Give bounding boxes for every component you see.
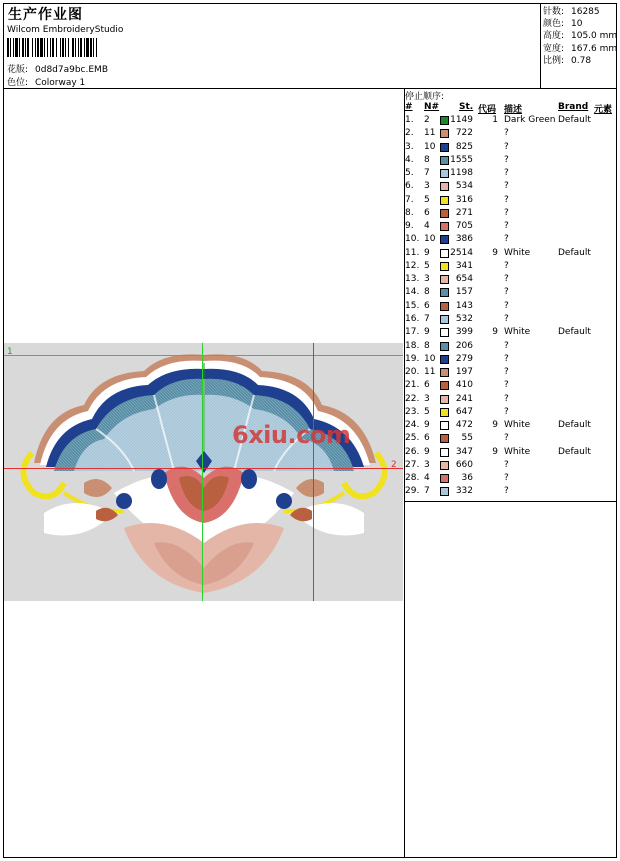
- row-description: ?: [504, 459, 509, 470]
- row-needle: 11: [424, 367, 436, 378]
- color-swatch: [440, 355, 449, 364]
- row-code: 9: [492, 247, 498, 258]
- table-row: [405, 248, 616, 261]
- design-file-value: 0d8d7a9bc.EMB: [35, 65, 108, 75]
- barcode-bar: [90, 38, 92, 57]
- color-swatch: [440, 249, 449, 258]
- table-row: [405, 287, 616, 300]
- table-row: [405, 420, 616, 433]
- row-stitches: 341: [455, 260, 473, 271]
- row-stitches: 206: [455, 340, 473, 351]
- row-description: ?: [504, 260, 509, 271]
- row-needle: 6: [424, 433, 430, 444]
- color-swatch: [440, 222, 449, 231]
- color-swatch: [440, 368, 449, 377]
- color-swatch: [440, 288, 449, 297]
- table-row: [405, 473, 616, 486]
- row-needle: 8: [424, 154, 430, 165]
- row-index: 25.: [405, 433, 420, 444]
- row-needle: 6: [424, 207, 430, 218]
- color-swatch: [440, 395, 449, 404]
- table-row: [405, 195, 616, 208]
- row-index: 19.: [405, 353, 420, 364]
- barcode-bar: [72, 38, 74, 57]
- colorway-row: [7, 75, 85, 88]
- row-description: ?: [504, 367, 509, 378]
- row-index: 8.: [405, 207, 414, 218]
- barcode-bar: [50, 38, 51, 57]
- row-stitches: 722: [455, 128, 473, 139]
- barcode-bar: [10, 38, 11, 57]
- row-description: ?: [504, 274, 509, 285]
- color-swatch: [440, 408, 449, 417]
- table-row: [405, 314, 616, 327]
- row-needle: 9: [424, 446, 430, 457]
- barcode-bar: [75, 38, 76, 57]
- barcode-bar: [44, 38, 45, 57]
- barcode-bar: [78, 38, 79, 57]
- color-swatch: [440, 275, 449, 284]
- row-needle: 7: [424, 168, 430, 179]
- table-row: [405, 301, 616, 314]
- color-swatch: [440, 262, 449, 271]
- row-stitches: 143: [455, 300, 473, 311]
- row-stitches: 386: [455, 234, 473, 245]
- table-row: [405, 128, 616, 141]
- row-needle: 6: [424, 380, 430, 391]
- row-stitches: 36: [461, 473, 473, 484]
- row-needle: 10: [424, 141, 436, 152]
- color-swatch: [440, 169, 449, 178]
- guide-line-horizontal-top: [4, 355, 403, 356]
- table-row: [405, 407, 616, 420]
- table-row: [405, 367, 616, 380]
- table-row: [405, 155, 616, 168]
- row-description: ?: [504, 168, 509, 179]
- row-needle: 5: [424, 406, 430, 417]
- design-preview: [4, 343, 403, 601]
- row-stitches: 534: [455, 181, 473, 192]
- row-index: 3.: [405, 141, 414, 152]
- row-description: ?: [504, 313, 509, 324]
- table-row: [405, 142, 616, 155]
- color-swatch: [440, 143, 449, 152]
- row-index: 24.: [405, 420, 420, 431]
- row-code: 1: [492, 115, 498, 125]
- barcode-bar: [93, 38, 94, 57]
- row-stitches: 2514: [450, 247, 473, 258]
- table-row: [405, 115, 616, 128]
- color-swatch: [440, 448, 449, 457]
- col-header-index: #: [405, 102, 413, 112]
- row-index: 5.: [405, 168, 414, 179]
- design-stats: [543, 6, 617, 67]
- row-needle: 7: [424, 313, 430, 324]
- table-row: [405, 274, 616, 287]
- table-row: [405, 447, 616, 460]
- row-stitches: 410: [455, 380, 473, 391]
- barcode-bar: [86, 38, 89, 57]
- table-row: [405, 486, 616, 499]
- row-needle: 2: [424, 115, 430, 125]
- row-index: 21.: [405, 380, 420, 391]
- table-row: [405, 460, 616, 473]
- row-description: Dark Green: [504, 115, 556, 125]
- row-brand: Default: [558, 420, 591, 431]
- row-index: 14.: [405, 287, 420, 298]
- table-row: [405, 433, 616, 446]
- barcode-bar: [15, 38, 18, 57]
- table-row: [405, 261, 616, 274]
- color-swatch: [440, 315, 449, 324]
- row-stitches: 332: [455, 486, 473, 497]
- header-divider: [3, 88, 617, 89]
- barcode-bar: [25, 38, 26, 57]
- row-stitches: 654: [455, 274, 473, 285]
- barcode-bar: [52, 38, 54, 57]
- color-swatch: [440, 209, 449, 218]
- row-stitches: 399: [455, 327, 473, 338]
- row-index: 23.: [405, 406, 420, 417]
- row-brand: Default: [558, 446, 591, 457]
- row-index: 27.: [405, 459, 420, 470]
- color-swatch: [440, 381, 449, 390]
- row-description: ?: [504, 141, 509, 152]
- row-index: 16.: [405, 313, 420, 324]
- row-brand: Default: [558, 115, 591, 125]
- row-needle: 3: [424, 459, 430, 470]
- col-header-stitches: St.: [459, 102, 474, 112]
- row-stitches: 660: [455, 459, 473, 470]
- row-index: 7.: [405, 194, 414, 205]
- row-description: ?: [504, 353, 509, 364]
- barcode-bar: [56, 38, 57, 57]
- barcode-bar: [80, 38, 82, 57]
- col-header-description: 描述: [504, 105, 523, 115]
- row-stitches: 157: [455, 287, 473, 298]
- color-swatch: [440, 156, 449, 165]
- barcode-bar: [19, 38, 20, 57]
- row-index: 29.: [405, 486, 420, 497]
- row-stitches: 347: [455, 446, 473, 457]
- row-description: ?: [504, 287, 509, 298]
- table-row: [405, 168, 616, 181]
- guide-label-1: 1: [7, 347, 13, 357]
- row-description: ?: [504, 194, 509, 205]
- table-row: [405, 234, 616, 247]
- list-bottom-divider: [404, 501, 617, 502]
- row-description: ?: [504, 300, 509, 311]
- row-index: 28.: [405, 473, 420, 484]
- page-title: 生产作业图: [8, 7, 83, 23]
- row-index: 22.: [405, 393, 420, 404]
- color-swatch: [440, 196, 449, 205]
- row-description: ?: [504, 234, 509, 245]
- barcode-bar: [27, 38, 29, 57]
- row-stitches: 55: [461, 433, 473, 444]
- color-swatch: [440, 129, 449, 138]
- row-code: 9: [492, 327, 498, 338]
- row-description: ?: [504, 473, 509, 484]
- row-code: 9: [492, 420, 498, 431]
- row-needle: 3: [424, 393, 430, 404]
- stop-sequence-list: [405, 115, 616, 500]
- row-index: 10.: [405, 234, 420, 245]
- row-description: ?: [504, 207, 509, 218]
- row-index: 4.: [405, 154, 414, 165]
- color-swatch: [440, 461, 449, 470]
- row-needle: 11: [424, 128, 436, 139]
- table-row: [405, 380, 616, 393]
- stat-height: 高度: 105.0 mm: [543, 31, 618, 42]
- row-index: 18.: [405, 340, 420, 351]
- color-swatch: [440, 302, 449, 311]
- row-index: 1.: [405, 115, 414, 125]
- table-row: [405, 327, 616, 340]
- color-swatch: [440, 328, 449, 337]
- table-row: [405, 208, 616, 221]
- color-swatch: [440, 474, 449, 483]
- guide-line-horizontal-center: [4, 468, 403, 469]
- row-stitches: 1555: [450, 154, 473, 165]
- row-brand: Default: [558, 327, 591, 338]
- barcode-bar: [84, 38, 85, 57]
- watermark-text: 6xiu.com: [232, 421, 351, 449]
- stat-stitches: 针数: 16285: [543, 7, 600, 17]
- row-stitches: 705: [455, 221, 473, 232]
- row-needle: 4: [424, 473, 430, 484]
- row-index: 9.: [405, 221, 414, 232]
- row-stitches: 197: [455, 367, 473, 378]
- barcode-bar: [96, 38, 97, 57]
- row-stitches: 279: [455, 353, 473, 364]
- barcode-bar: [68, 38, 69, 57]
- row-needle: 5: [424, 260, 430, 271]
- stats-divider: [540, 3, 541, 88]
- table-row: [405, 341, 616, 354]
- barcode-bar: [13, 38, 14, 57]
- row-code: 9: [492, 446, 498, 457]
- colorway-value: Colorway 1: [35, 78, 86, 88]
- color-swatch: [440, 421, 449, 430]
- row-needle: 9: [424, 247, 430, 258]
- row-index: 20.: [405, 367, 420, 378]
- barcode-bar: [32, 38, 33, 57]
- row-index: 2.: [405, 128, 414, 139]
- embroidery-artwork: [4, 343, 403, 601]
- stop-sequence-label: 停止顺序:: [405, 92, 445, 102]
- barcode-bar: [22, 38, 24, 57]
- row-needle: 9: [424, 327, 430, 338]
- row-stitches: 532: [455, 313, 473, 324]
- row-stitches: 472: [455, 420, 473, 431]
- row-needle: 6: [424, 300, 430, 311]
- row-needle: 9: [424, 420, 430, 431]
- color-swatch: [440, 487, 449, 496]
- barcode-bar: [60, 38, 61, 57]
- row-needle: 3: [424, 181, 430, 192]
- table-row: [405, 221, 616, 234]
- row-index: 15.: [405, 300, 420, 311]
- color-swatch: [440, 235, 449, 244]
- table-row: [405, 354, 616, 367]
- stat-colors: 颜色: 10: [543, 19, 583, 30]
- row-description: ?: [504, 380, 509, 391]
- row-needle: 10: [424, 234, 436, 245]
- guide-line-vertical-center: [202, 343, 203, 601]
- design-file-label: 花版:: [7, 65, 29, 75]
- row-stitches: 1198: [450, 168, 473, 179]
- row-stitches: 647: [455, 406, 473, 417]
- software-name: Wilcom EmbroideryStudio: [7, 25, 124, 35]
- row-description: ?: [504, 128, 509, 139]
- barcode-bar: [47, 38, 48, 57]
- barcode-bar: [7, 38, 9, 57]
- barcode-bar: [35, 38, 36, 57]
- barcode-bar: [40, 38, 43, 57]
- colorway-label: 色位:: [7, 78, 29, 88]
- row-description: White: [504, 247, 531, 258]
- row-description: White: [504, 420, 531, 431]
- row-needle: 8: [424, 287, 430, 298]
- guide-label-2: 2: [391, 460, 397, 470]
- color-swatch: [440, 434, 449, 443]
- barcode-bar: [65, 38, 66, 57]
- stat-scale: 比例: 0.78: [543, 55, 592, 66]
- row-index: 6.: [405, 181, 414, 192]
- row-needle: 7: [424, 486, 430, 497]
- row-description: ?: [504, 154, 509, 165]
- row-index: 17.: [405, 327, 420, 338]
- color-swatch: [440, 342, 449, 351]
- col-header-code: 代码: [478, 105, 497, 115]
- row-brand: Default: [558, 247, 591, 258]
- row-needle: 5: [424, 194, 430, 205]
- col-header-needle: N#: [424, 102, 440, 112]
- row-index: 13.: [405, 274, 420, 285]
- col-header-brand: Brand: [558, 102, 589, 112]
- row-index: 12.: [405, 260, 420, 271]
- row-stitches: 825: [455, 141, 473, 152]
- row-needle: 4: [424, 221, 430, 232]
- table-row: [405, 394, 616, 407]
- barcode: [7, 38, 161, 57]
- color-swatch: [440, 116, 449, 125]
- row-needle: 3: [424, 274, 430, 285]
- row-needle: 8: [424, 340, 430, 351]
- row-stitches: 271: [455, 207, 473, 218]
- row-description: White: [504, 446, 531, 457]
- stat-width: 宽度: 167.6 mm: [543, 43, 618, 54]
- col-header-element: 元素: [594, 105, 613, 115]
- row-description: ?: [504, 393, 509, 404]
- color-swatch: [440, 182, 449, 191]
- table-row: [405, 181, 616, 194]
- row-stitches: 241: [455, 393, 473, 404]
- guide-line-vertical-right: [313, 343, 314, 601]
- row-description: White: [504, 327, 531, 338]
- barcode-bar: [37, 38, 39, 57]
- barcode-bar: [62, 38, 64, 57]
- row-stitches: 1149: [450, 115, 473, 125]
- row-stitches: 316: [455, 194, 473, 205]
- row-description: ?: [504, 221, 509, 232]
- row-description: ?: [504, 486, 509, 497]
- design-file-row: [7, 62, 108, 75]
- row-needle: 10: [424, 353, 436, 364]
- row-description: ?: [504, 406, 509, 417]
- row-description: ?: [504, 340, 509, 351]
- row-description: ?: [504, 181, 509, 192]
- row-index: 26.: [405, 446, 420, 457]
- row-index: 11.: [405, 247, 420, 258]
- row-description: ?: [504, 433, 509, 444]
